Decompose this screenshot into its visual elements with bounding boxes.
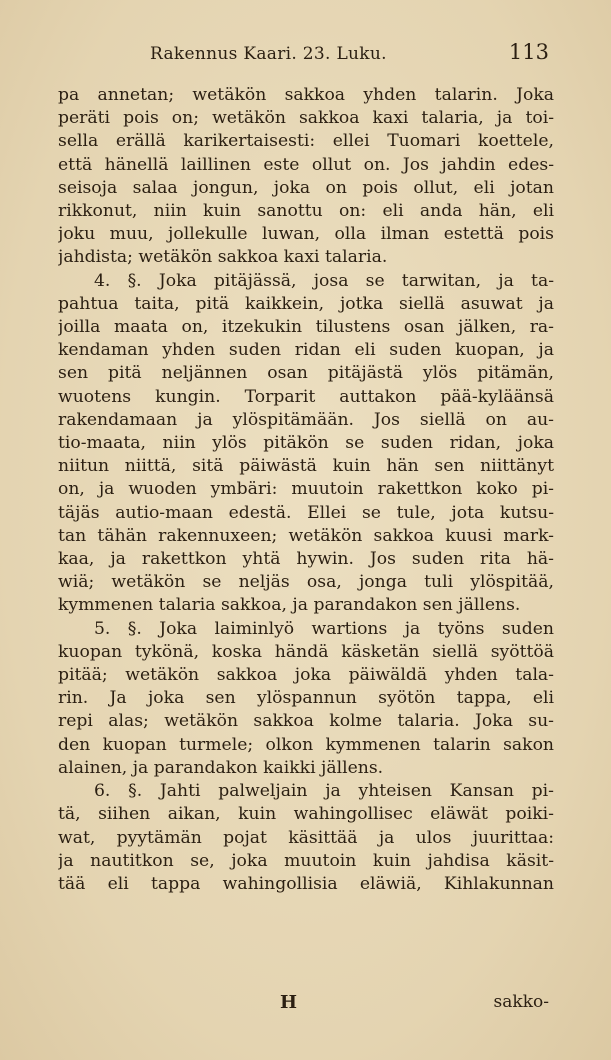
text-line: wiä; wetäkön se neljäs osa, jonga tuli ylöspitää, [58, 572, 554, 593]
text-line: joku muu, jollekulle luwan, olla ilman estettä pois [58, 224, 554, 245]
text-line: kendaman yhden suden ridan eli suden kuopan, ja [58, 340, 554, 361]
page-header [0, 40, 611, 70]
running-title: Rakennus Kaari. 23. Luku. [150, 44, 387, 64]
page-footer [0, 992, 611, 1022]
text-line: rikkonut, niin kuin sanottu on: eli anda hän, eli [58, 201, 554, 222]
text-line: ja nautitkon se, joka muutoin kuin jahdisa käsit- [58, 850, 554, 871]
catchword: sakko- [493, 992, 549, 1012]
page-number: 113 [508, 40, 549, 64]
text-line: jahdista; wetäkön sakkoa kaxi talaria. [58, 247, 388, 268]
text-line: sella erällä karikertaisesti: ellei Tuomari koettele, [58, 131, 554, 152]
text-line: alainen, ja parandakon kaikki jällens. [58, 757, 384, 778]
text-line: niitun niittä, sitä päiwästä kuin hän sen niittänyt [58, 456, 554, 477]
text-line: wuotens kungin. Torparit auttakon pää-kyläänsä [58, 386, 554, 407]
section-5-start: 5. §. Joka laiminlyö wartions ja työns suden [94, 618, 554, 639]
text-line: pahtua taita, pitä kaikkein, jotka siellä asuwat ja [58, 293, 554, 314]
section-6-start: 6. §. Jahti palweljain ja yhteisen Kansan pi- [94, 781, 554, 802]
signature-mark: H [280, 992, 298, 1013]
section-4-start: 4. §. Joka pitäjässä, josa se tarwitan, ja ta- [94, 270, 554, 291]
text-line: kymmenen talaria sakkoa, ja parandakon sen jällens. [58, 595, 521, 616]
text-line: sen pitä neljännen osan pitäjästä ylös pitämän, [58, 363, 554, 384]
text-line: pa annetan; wetäkön sakkoa yhden talarin. Joka [58, 85, 554, 105]
text-line: kuopan tykönä, koska händä käsketän siellä syöttöä [58, 641, 554, 662]
text-line: tä, siihen aikan, kuin wahingollisec eläwät poiki- [58, 804, 554, 825]
body-text [58, 84, 554, 896]
text-line: tää eli tappa wahingollisia eläwiä, Kihlakunnan [58, 873, 554, 894]
text-line: repi alas; wetäkön sakkoa kolme talaria. Joka su- [58, 711, 554, 732]
text-line: on, ja wuoden ymbäri: muutoin rakettkon koko pi- [58, 479, 554, 500]
text-line: seisoja salaa jongun, joka on pois ollut, eli jotan [58, 177, 554, 198]
text-line: peräti pois on; wetäkön sakkoa kaxi talaria, ja toi- [58, 108, 554, 129]
text-line: tan tähän rakennuxeen; wetäkön sakkoa kuusi mark- [58, 525, 554, 546]
text-line: että hänellä laillinen este ollut on. Jos jahdin edes- [58, 154, 554, 175]
text-line: wat, pyytämän pojat käsittää ja ulos juurittaa: [58, 827, 554, 848]
text-line: pitää; wetäkön sakkoa joka päiwäldä yhden tala- [58, 665, 554, 686]
text-line: joilla maata on, itzekukin tilustens osan jälken, ra- [58, 317, 554, 338]
text-line: rakendamaan ja ylöspitämään. Jos siellä on au- [58, 409, 554, 430]
text-line: täjäs autio-maan edestä. Ellei se tule, jota kutsu- [58, 502, 554, 523]
text-line: tio-maata, niin ylös pitäkön se suden ridan, joka [58, 433, 554, 454]
text-line: kaa, ja rakettkon yhtä hywin. Jos suden rita hä- [58, 549, 554, 570]
text-line: den kuopan turmele; olkon kymmenen talarin sakon [58, 734, 554, 755]
text-line: rin. Ja joka sen ylöspannun syötön tappa, eli [58, 688, 554, 709]
